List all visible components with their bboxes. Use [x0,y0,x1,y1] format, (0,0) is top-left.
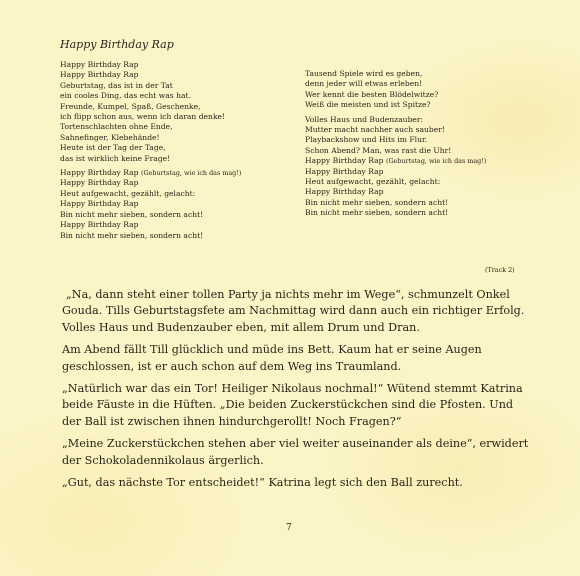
story-text [62,287,532,497]
lyric-text: Happy Birthday Rap [305,156,384,166]
lyric-line: Heut aufgewacht, gezählt, gelacht: [60,188,196,198]
lyric-line: Bin nicht mehr sieben, sondern acht! [60,209,204,219]
lyric-line: Happy Birthday Rap [305,166,384,176]
lyric-line: Volles Haus und Budenzauber: [305,114,424,124]
lyrics-stanza [60,168,290,241]
story-paragraph: „Gut, das nächste Tor entscheidet!“ Katrina legt sich den Ball zurecht. [62,476,463,490]
lyrics-stanza [305,69,520,111]
story-paragraph: „Meine Zuckerstückchen stehen aber viel weiter auseinander als deine“, erwidert der Schokoladennikolaus ärgerlich. [62,437,529,467]
lyric-line: ich flipp schon aus, wenn ich daran denke! [60,112,226,122]
lyric-text: Happy Birthday Rap [60,168,139,178]
story-paragraph: Am Abend fällt Till glücklich und müde ins Bett. Kaum hat er seine Augen geschlossen, ist er auch schon auf dem Weg ins Traumland. [62,343,482,373]
lyric-line: denn jeder will etwas erleben! [305,79,423,89]
lyric-line: Bin nicht mehr sieben, sondern acht! [305,208,449,218]
lyric-line: Bin nicht mehr sieben, sondern acht! [305,197,449,207]
lyric-line: Happy Birthday Rap [60,178,139,188]
lyric-line [305,156,520,166]
lyric-line: Weiß die meisten und ist Spitze? [305,100,431,110]
lyric-line: Bin nicht mehr sieben, sondern acht! [60,230,204,240]
lyric-line: Tausend Spiele wird es geben, [305,69,423,78]
lyric-line: ein cooles Ding, das echt was hat. [60,91,191,101]
lyric-line: Happy Birthday Rap [60,199,139,209]
lyric-line: Happy Birthday Rap [305,187,384,197]
lyric-line: Schon Abend? Man, was rast die Uhr! [305,145,452,155]
lyric-annotation: (Geburtstag, wie ich das mag!) [385,157,487,166]
lyric-annotation: (Geburtstag, wie ich das mag!) [140,169,242,178]
lyrics-left-column [60,60,290,245]
song-title: Happy Birthday Rap [60,38,174,51]
lyric-line: Wer kennt die besten Blödelwitze? [305,89,439,99]
lyric-line: Sahnefinger, Klebehände! [60,132,160,142]
lyric-line: Heute ist der Tag der Tage, [60,143,166,153]
lyric-line: Mutter macht nachher auch sauber! [305,125,445,135]
lyric-line: Playbackshow und Hits im Flur. [305,135,428,145]
lyric-line: Happy Birthday Rap [60,70,139,80]
track-label: (Track 2) [485,266,515,274]
lyrics-stanza [60,60,290,164]
lyric-line: Geburtstag, das ist in der Tat [60,80,173,90]
lyric-line: Happy Birthday Rap [60,220,139,230]
story-paragraph: „Na, dann steht einer tollen Party ja nichts mehr im Wege“, schmunzelt Onkel Gouda. Tills Geburtstagsfete am Nachmittag wird dann auch ein richtiger Erfolg. Volles Haus und Budenzauber eben, mit allem Drum und Dran. [62,288,525,334]
lyric-line: Tortenschlachten ohne Ende, [60,122,173,132]
lyric-line: Freunde, Kumpel, Spaß, Geschenke, [60,101,201,111]
page-number: 7 [286,523,292,533]
lyrics-right-column [305,69,520,223]
lyric-line: Happy Birthday Rap [60,60,139,69]
story-paragraph: „Natürlich war das ein Tor! Heiliger Nikolaus nochmal!“ Wütend stemmt Katrina beide Fäuste in die Hüften. „Die beiden Zuckerstückchen sind die Pfosten. Und der Ball ist zwischen ihnen hindurchgerollt! Noch Fragen?“ [62,382,523,428]
lyric-line: das ist wirklich keine Frage! [60,153,171,163]
lyrics-stanza [305,115,520,219]
lyric-line [60,168,290,178]
lyric-line: Heut aufgewacht, gezählt, gelacht: [305,177,441,187]
